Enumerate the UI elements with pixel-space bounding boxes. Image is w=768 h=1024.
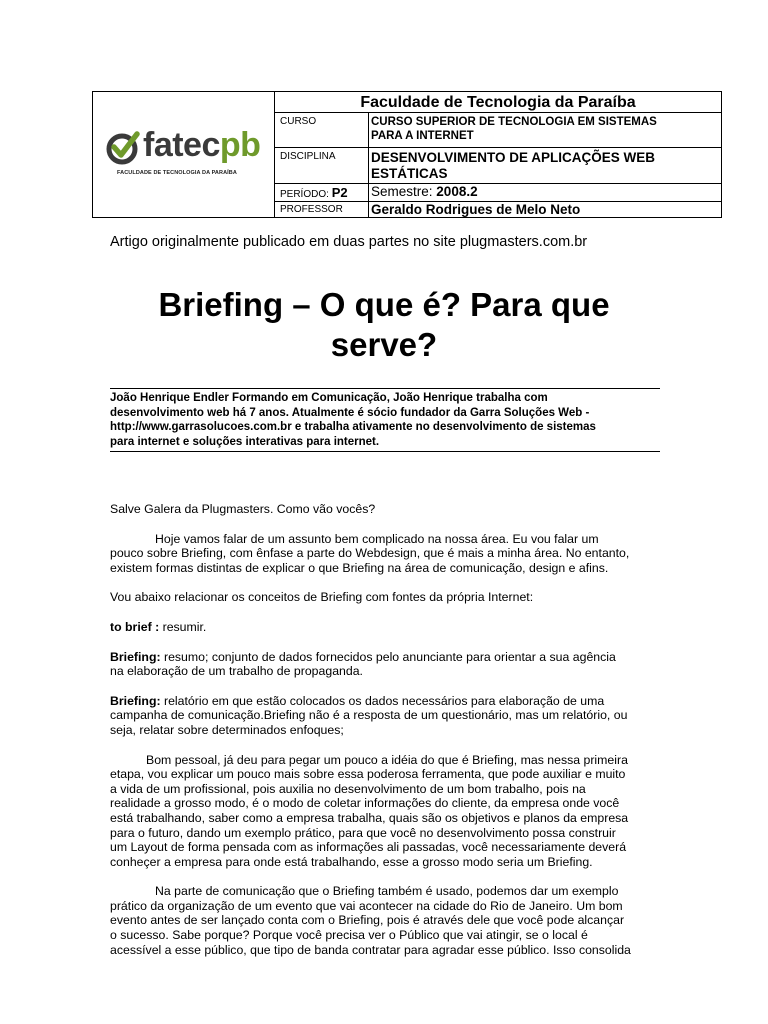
periodo-row: [275, 184, 721, 202]
professor-label: PROFESSOR: [275, 202, 369, 218]
curso-row: [275, 113, 721, 148]
greeting: Salve Galera da Plugmasters. Como vão vocês?: [110, 502, 376, 516]
definition-briefing-1: Briefing: resumo; conjunto de dados fornecidos pelo anunciante para orientar a sua agência: [110, 649, 616, 664]
article-body: Salve Galera da Plugmasters. Como vão vocês? Hoje vamos falar de um assunto bem complicado na nossa área. Eu vou falar um pouco sobre Briefing, com ênfase a parte do Webdesign, que é mais a minha área. No entanto, existem formas distintas de explicar o que Briefing na área de comunicação, design e afins. Vou abaixo relacionar os conceitos de Briefing com fontes da própria Internet: to brief : resumir. Briefing: resumo; conjunto de dados fornecidos pelo anunciante para orientar a sua agência na elaboração de um trabalho de propaganda. Briefing: relatório em que estão colocados os dados necessários para elaboração de uma campanha de comunicação.Briefing não é a resposta de um questionário, mas um relatório, ou seja, relatar sobre determinados enfoques; Bom pessoal, já deu para pegar um pouco a idéia do que é Briefing, mas nessa primeira etapa, vou explicar um pouco mais sobre essa poderosa ferramenta, que pode auxiliar e muito a vida de um profissional, pois auxilia no desenvolvimento de um bom trabalho, pois na realidade a grosso modo, é o modo de coletar informações do cliente, da empresa onde você está trabalhando, saber como a empresa trabalha, quais são os objetivos e planos da empresa para o futuro, dando um exemplo prático, para que você no desenvolvimento possa construir um Layout de forma pensada com as informações ali passadas, você necessariamente deverá conheçer a empresa para onde está trabalhando, esse a grosso modo seria um Briefing. Na parte de comunicação que o Briefing também é usado, podemos dar um exemplo prático da organização de um evento que vai acontecer na cidade do Rio de Janeiro. Um bom evento antes de ser lançado conta com o Briefing, pois é através dele que você pode alcançar o sucesso. Sabe porque? Porque você precisa ver o Público que vai atingir, se o local é acessível a esse público, que tipo de banda contratar para agradar esse público. Isso consolida: [110, 502, 660, 957]
periodo-label: PERÍODO: P2: [275, 184, 369, 201]
paragraph-1: Hoje vamos falar de um assunto bem complicado na nossa área. Eu vou falar um: [155, 531, 599, 546]
curso-label: CURSO: [275, 113, 369, 147]
professor-value: Geraldo Rodrigues de Melo Neto: [371, 202, 581, 217]
definition-to-brief: to brief : resumir.: [110, 619, 207, 634]
disciplina-label: DISCIPLINA: [275, 148, 369, 183]
header-table: [92, 91, 722, 218]
institution-name: Faculdade de Tecnologia da Paraíba: [275, 92, 721, 113]
paragraph-2: Vou abaixo relacionar os conceitos de Briefing com fontes da própria Internet:: [110, 590, 534, 605]
logo-subtitle: FACULDADE DE TECNOLOGIA DA PARAÍBA: [117, 170, 237, 176]
intro-note: Artigo originalmente publicado em duas partes no site plugmasters.com.br: [110, 234, 588, 250]
article-title: Briefing – O que é? Para que serve?: [158, 286, 610, 363]
semestre-value: Semestre: 2008.2: [371, 184, 478, 199]
paragraph-4: Na parte de comunicação que o Briefing também é usado, podemos dar um exemplo: [155, 884, 619, 899]
header-info: [275, 92, 721, 217]
definition-briefing-2: Briefing: relatório em que estão colocados os dados necessários para elaboração de uma: [110, 693, 605, 708]
logo-cell: [93, 92, 275, 217]
logo-wordmark: fatecpb: [143, 126, 261, 164]
fatecpb-logo: [103, 128, 268, 178]
disciplina-row: [275, 148, 721, 184]
curso-value: CURSO SUPERIOR DE TECNOLOGIA EM SISTEMAS PARA A INTERNET: [371, 116, 657, 142]
professor-row: [275, 202, 721, 218]
author-bio: João Henrique Endler Formando em Comunicação, João Henrique trabalha com desenvolvimento web há 7 anos. Atualmente é sócio fundador da Garra Soluções Web - http://www.garrasolucoes.com.br e trabalha ativamente no desenvolvimento de sistemas para internet e soluções interativas para internet.: [110, 388, 660, 452]
paragraph-3: Bom pessoal, já deu para pegar um pouco a idéia do que é Briefing, mas nessa primeira: [146, 752, 628, 767]
disciplina-value: DESENVOLVIMENTO DE APLICAÇÕES WEB ESTÁTICAS: [371, 150, 656, 181]
check-circle-icon: [103, 128, 143, 168]
